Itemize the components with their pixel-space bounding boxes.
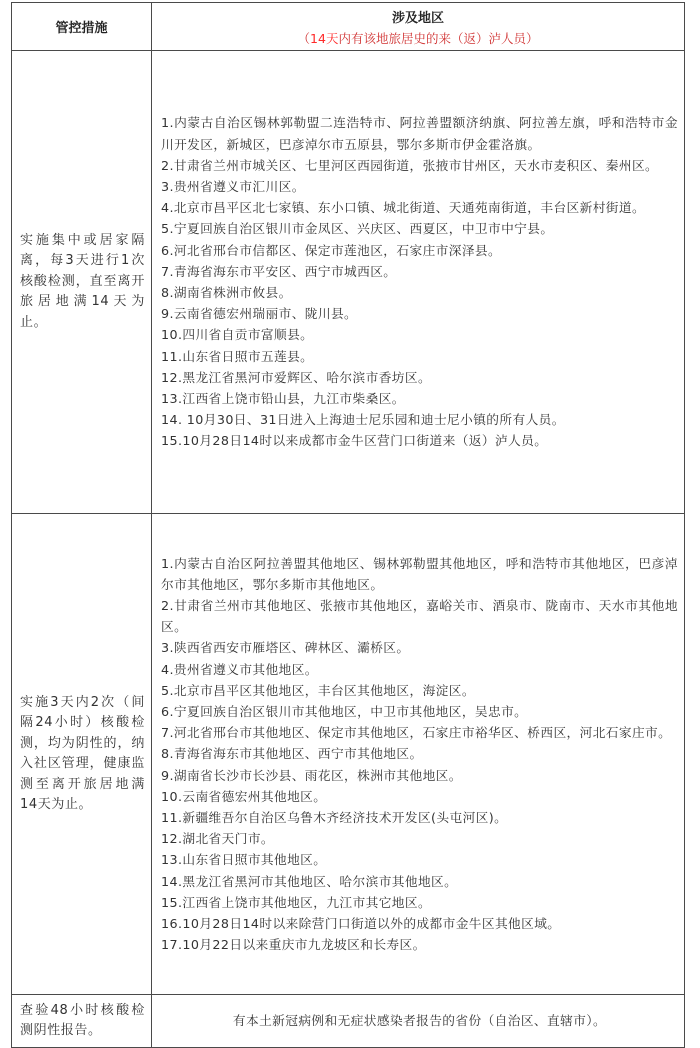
measure-cell: 实施3天内2次（间隔24小时）核酸检测，均为阴性的，纳入社区管理，健康监测至离开旅居地满14天为止。 bbox=[12, 514, 152, 995]
area-item: 14. 10月30日、31日进入上海迪士尼乐园和迪士尼小镇的所有人员。 bbox=[161, 412, 565, 428]
area-item: 8.青海省海东市其他地区、西宁市其他地区。 bbox=[161, 746, 423, 762]
area-item: 11.山东省日照市五莲县。 bbox=[161, 348, 314, 364]
header-areas-cell bbox=[152, 3, 685, 51]
area-item: 7.河北省邢台市其他地区、保定市其他地区，石家庄市裕华区、桥西区，河北石家庄市。 bbox=[161, 725, 672, 741]
table-row bbox=[12, 514, 685, 995]
header-measures: 管控措施 bbox=[12, 3, 152, 51]
areas-cell bbox=[152, 514, 685, 995]
area-item: 6.宁夏回族自治区银川市其他地区，中卫市其他地区，吴忠市。 bbox=[161, 703, 528, 719]
area-item: 10.四川省自贡市富顺县。 bbox=[161, 327, 314, 343]
area-item: 1.内蒙古自治区阿拉善盟其他地区、锡林郭勒盟其他地区，呼和浩特市其他地区，巴彦淖尔市其他地区，鄂尔多斯市其他地区。 bbox=[161, 555, 678, 592]
area-item: 11.新疆维吾尔自治区乌鲁木齐经济技术开发区(头屯河区)。 bbox=[161, 810, 508, 825]
header-sub-suffix: 内有该地旅居史的来（返）泸人员） bbox=[338, 30, 539, 46]
area-item: 7.青海省海东市平安区、西宁市城西区。 bbox=[161, 263, 397, 279]
control-measures-table bbox=[11, 2, 685, 1048]
area-item: 10.云南省德宏州其他地区。 bbox=[161, 788, 327, 804]
area-item: 15.江西省上饶市其他地区，九江市其它地区。 bbox=[161, 894, 432, 910]
area-item: 16.10月28日14时以来除营门口街道以外的成都市金牛区其他区域。 bbox=[161, 916, 561, 932]
header-sub-days: 14天 bbox=[310, 30, 339, 46]
area-item: 13.山东省日照市其他地区。 bbox=[161, 852, 327, 868]
control-measures-table-wrap bbox=[11, 2, 684, 1048]
area-item: 17.10月22日以来重庆市九龙坡区和长寿区。 bbox=[161, 937, 426, 953]
area-item: 15.10月28日14时以来成都市金牛区营门口街道来（返）泸人员。 bbox=[161, 433, 548, 449]
measure-cell: 查验48小时核酸检测阴性报告。 bbox=[12, 995, 152, 1048]
area-item: 8.湖南省株洲市攸县。 bbox=[161, 285, 292, 300]
area-item: 2.甘肃省兰州市其他地区、张掖市其他地区，嘉峪关市、酒泉市、陇南市、天水市其他地区。 bbox=[161, 597, 678, 635]
header-areas: 涉及地区 bbox=[391, 10, 444, 26]
area-item: 5.北京市昌平区其他地区，丰台区其他地区，海淀区。 bbox=[161, 682, 475, 698]
area-item: 12.湖北省天门市。 bbox=[161, 831, 274, 847]
area-item: 6.河北省邢台市信都区、保定市莲池区，石家庄市深泽县。 bbox=[161, 242, 502, 258]
area-item: 5.宁夏回族自治区银川市金凤区、兴庆区、西夏区，中卫市中宁县。 bbox=[161, 221, 554, 237]
area-item: 3.贵州省遵义市汇川区。 bbox=[161, 178, 305, 194]
area-item: 14.黑龙江省黑河市其他地区、哈尔滨市其他地区。 bbox=[161, 873, 458, 889]
header-sub-prefix: （ bbox=[297, 30, 311, 46]
measure-cell: 实施集中或居家隔离，每3天进行1次核酸检测，直至离开旅居地满14天为止。 bbox=[12, 51, 152, 514]
area-item: 有本土新冠病例和无症状感染者报告的省份（自治区、直辖市）。 bbox=[232, 1013, 607, 1029]
areas-cell bbox=[152, 995, 685, 1048]
area-item: 9.湖南省长沙市长沙县、雨花区，株洲市其他地区。 bbox=[161, 767, 462, 783]
area-item: 1.内蒙古自治区锡林郭勒盟二连浩特市、阿拉善盟额济纳旗、阿拉善左旗，呼和浩特市金川开发区，新城区，巴彦淖尔市五原县，鄂尔多斯市伊金霍洛旗。 bbox=[161, 115, 678, 152]
areas-cell bbox=[152, 51, 685, 514]
table-row bbox=[12, 51, 685, 514]
area-item: 3.陕西省西安市雁塔区、碑林区、灞桥区。 bbox=[161, 640, 410, 656]
area-item: 4.贵州省遵义市其他地区。 bbox=[161, 661, 318, 677]
area-item: 12.黑龙江省黑河市爱辉区、哈尔滨市香坊区。 bbox=[161, 369, 432, 385]
header-areas-subtitle bbox=[152, 29, 684, 47]
area-item: 13.江西省上饶市铅山县，九江市柴桑区。 bbox=[161, 391, 405, 407]
area-item: 4.北京市昌平区北七家镇、东小口镇、城北街道、天通苑南街道，丰台区新村街道。 bbox=[161, 200, 646, 216]
table-row bbox=[12, 995, 685, 1048]
table-header-row bbox=[12, 3, 685, 51]
area-item: 2.甘肃省兰州市城关区、七里河区西园街道，张掖市甘州区，天水市麦积区、秦州区。 bbox=[161, 157, 659, 173]
area-item: 9.云南省德宏州瑞丽市、陇川县。 bbox=[161, 306, 358, 322]
